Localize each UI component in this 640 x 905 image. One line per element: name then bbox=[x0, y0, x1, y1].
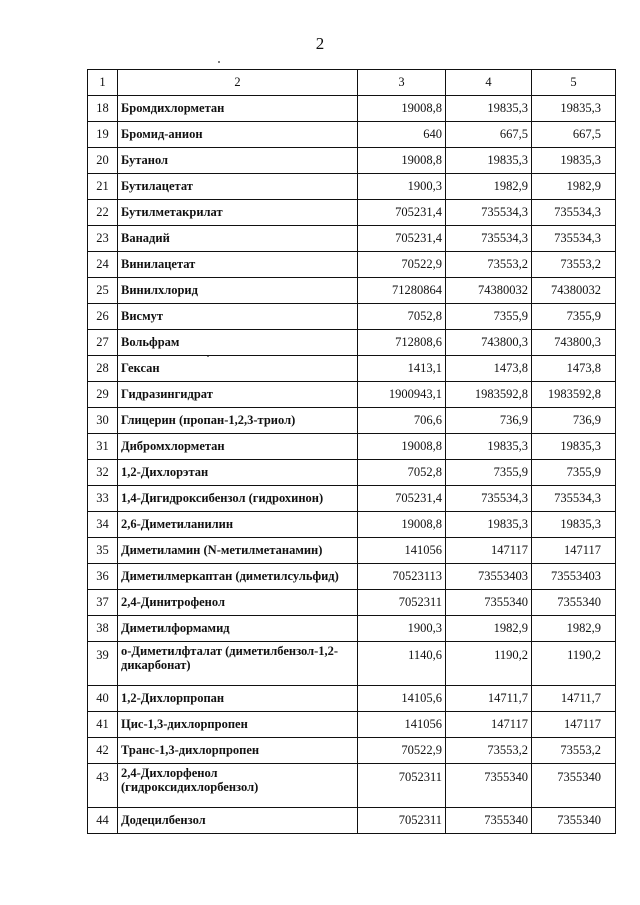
table-row bbox=[88, 686, 616, 712]
value-cell-col3: 7052311 bbox=[358, 808, 446, 834]
value-cell-col4: 7355,9 bbox=[446, 460, 532, 486]
value-cell-col3: 705231,4 bbox=[358, 486, 446, 512]
value-cell-col5: 19835,3 bbox=[532, 148, 616, 174]
value-cell-col5: 7355340 bbox=[532, 590, 616, 616]
value-cell-col3: 141056 bbox=[358, 712, 446, 738]
table-row bbox=[88, 764, 616, 808]
substance-name-cell: о-Диметилфталат (диметилбензол-1,2-дикарбонат) bbox=[118, 642, 358, 686]
table-row bbox=[88, 434, 616, 460]
substance-name-cell: Диметилмеркаптан (диметилсульфид) bbox=[118, 564, 358, 590]
row-number-cell: 25 bbox=[88, 278, 118, 304]
value-cell-col4: 1982,9 bbox=[446, 174, 532, 200]
value-cell-col3: 705231,4 bbox=[358, 226, 446, 252]
table-row bbox=[88, 642, 616, 686]
substance-name-cell: Бромдихлорметан bbox=[118, 96, 358, 122]
table-row bbox=[88, 512, 616, 538]
table-row bbox=[88, 122, 616, 148]
value-cell-col4: 19835,3 bbox=[446, 96, 532, 122]
value-cell-col3: 1413,1 bbox=[358, 356, 446, 382]
value-cell-col4: 7355,9 bbox=[446, 304, 532, 330]
value-cell-col3: 7052,8 bbox=[358, 460, 446, 486]
substance-name-cell: Цис-1,3-дихлорпропен bbox=[118, 712, 358, 738]
value-cell-col3: 14105,6 bbox=[358, 686, 446, 712]
value-cell-col4: 1190,2 bbox=[446, 642, 532, 686]
row-number-cell: 19 bbox=[88, 122, 118, 148]
header-cell: 2 bbox=[118, 70, 358, 96]
row-number-cell: 24 bbox=[88, 252, 118, 278]
row-number-cell: 40 bbox=[88, 686, 118, 712]
header-cell: 5 bbox=[532, 70, 616, 96]
value-cell-col4: 743800,3 bbox=[446, 330, 532, 356]
table-row bbox=[88, 174, 616, 200]
substance-name-cell: 1,2-Дихлорпропан bbox=[118, 686, 358, 712]
table-row bbox=[88, 278, 616, 304]
value-cell-col3: 7052311 bbox=[358, 764, 446, 808]
table-row bbox=[88, 304, 616, 330]
value-cell-col5: 735534,3 bbox=[532, 200, 616, 226]
value-cell-col4: 735534,3 bbox=[446, 200, 532, 226]
row-number-cell: 34 bbox=[88, 512, 118, 538]
substance-name-cell: Винилхлорид bbox=[118, 278, 358, 304]
row-number-cell: 39 bbox=[88, 642, 118, 686]
row-number-cell: 32 bbox=[88, 460, 118, 486]
substance-name-cell: 2,6-Диметиланилин bbox=[118, 512, 358, 538]
substances-table bbox=[87, 69, 616, 834]
value-cell-col5: 1983592,8 bbox=[532, 382, 616, 408]
row-number-cell: 43 bbox=[88, 764, 118, 808]
value-cell-col3: 640 bbox=[358, 122, 446, 148]
value-cell-col4: 1983592,8 bbox=[446, 382, 532, 408]
value-cell-col5: 743800,3 bbox=[532, 330, 616, 356]
value-cell-col5: 74380032 bbox=[532, 278, 616, 304]
value-cell-col4: 735534,3 bbox=[446, 486, 532, 512]
value-cell-col3: 19008,8 bbox=[358, 434, 446, 460]
value-cell-col3: 1900,3 bbox=[358, 616, 446, 642]
value-cell-col5: 19835,3 bbox=[532, 512, 616, 538]
value-cell-col4: 1982,9 bbox=[446, 616, 532, 642]
substance-name-cell: Дибромхлорметан bbox=[118, 434, 358, 460]
value-cell-col3: 1900,3 bbox=[358, 174, 446, 200]
table-row bbox=[88, 460, 616, 486]
value-cell-col4: 74380032 bbox=[446, 278, 532, 304]
value-cell-col5: 736,9 bbox=[532, 408, 616, 434]
substance-name-cell: 2,4-Динитрофенол bbox=[118, 590, 358, 616]
row-number-cell: 26 bbox=[88, 304, 118, 330]
substance-name-cell: Гексан bbox=[118, 356, 358, 382]
value-cell-col5: 147117 bbox=[532, 538, 616, 564]
table-row bbox=[88, 808, 616, 834]
value-cell-col3: 19008,8 bbox=[358, 148, 446, 174]
substance-name-cell: Транс-1,3-дихлорпропен bbox=[118, 738, 358, 764]
value-cell-col5: 147117 bbox=[532, 712, 616, 738]
row-number-cell: 33 bbox=[88, 486, 118, 512]
table-row bbox=[88, 226, 616, 252]
substance-name-cell: Диметилформамид bbox=[118, 616, 358, 642]
value-cell-col4: 1473,8 bbox=[446, 356, 532, 382]
table-row bbox=[88, 408, 616, 434]
value-cell-col4: 147117 bbox=[446, 538, 532, 564]
row-number-cell: 37 bbox=[88, 590, 118, 616]
table-row bbox=[88, 538, 616, 564]
value-cell-col5: 1982,9 bbox=[532, 174, 616, 200]
table-row bbox=[88, 252, 616, 278]
value-cell-col5: 1982,9 bbox=[532, 616, 616, 642]
value-cell-col5: 1190,2 bbox=[532, 642, 616, 686]
header-row bbox=[88, 70, 616, 96]
page-number: 2 bbox=[315, 34, 325, 53]
row-number-cell: 28 bbox=[88, 356, 118, 382]
table-row bbox=[88, 564, 616, 590]
substance-name-cell: 2,4-Дихлорфенол (гидроксидихлорбензол) bbox=[118, 764, 358, 808]
value-cell-col4: 14711,7 bbox=[446, 686, 532, 712]
table-row bbox=[88, 96, 616, 122]
header-cell: 3 bbox=[358, 70, 446, 96]
substance-name-cell: Винилацетат bbox=[118, 252, 358, 278]
row-number-cell: 23 bbox=[88, 226, 118, 252]
scan-speck bbox=[218, 61, 220, 63]
value-cell-col3: 71280864 bbox=[358, 278, 446, 304]
value-cell-col5: 735534,3 bbox=[532, 486, 616, 512]
row-number-cell: 42 bbox=[88, 738, 118, 764]
value-cell-col3: 705231,4 bbox=[358, 200, 446, 226]
value-cell-col3: 1900943,1 bbox=[358, 382, 446, 408]
value-cell-col5: 7355340 bbox=[532, 808, 616, 834]
value-cell-col3: 712808,6 bbox=[358, 330, 446, 356]
value-cell-col3: 19008,8 bbox=[358, 512, 446, 538]
value-cell-col3: 70522,9 bbox=[358, 738, 446, 764]
value-cell-col5: 1473,8 bbox=[532, 356, 616, 382]
row-number-cell: 35 bbox=[88, 538, 118, 564]
value-cell-col5: 73553,2 bbox=[532, 252, 616, 278]
row-number-cell: 30 bbox=[88, 408, 118, 434]
value-cell-col4: 667,5 bbox=[446, 122, 532, 148]
row-number-cell: 31 bbox=[88, 434, 118, 460]
substance-name-cell: Висмут bbox=[118, 304, 358, 330]
value-cell-col4: 73553,2 bbox=[446, 252, 532, 278]
value-cell-col3: 1140,6 bbox=[358, 642, 446, 686]
value-cell-col4: 7355340 bbox=[446, 808, 532, 834]
value-cell-col4: 19835,3 bbox=[446, 148, 532, 174]
table-row bbox=[88, 590, 616, 616]
value-cell-col3: 141056 bbox=[358, 538, 446, 564]
table-row bbox=[88, 200, 616, 226]
row-number-cell: 18 bbox=[88, 96, 118, 122]
table-row bbox=[88, 356, 616, 382]
substance-name-cell: Гидразингидрат bbox=[118, 382, 358, 408]
value-cell-col4: 73553,2 bbox=[446, 738, 532, 764]
value-cell-col5: 735534,3 bbox=[532, 226, 616, 252]
substance-name-cell: 1,4-Дигидроксибензол (гидрохинон) bbox=[118, 486, 358, 512]
value-cell-col5: 667,5 bbox=[532, 122, 616, 148]
value-cell-col5: 19835,3 bbox=[532, 96, 616, 122]
value-cell-col5: 14711,7 bbox=[532, 686, 616, 712]
value-cell-col3: 706,6 bbox=[358, 408, 446, 434]
substance-name-cell: Додецилбензол bbox=[118, 808, 358, 834]
value-cell-col4: 147117 bbox=[446, 712, 532, 738]
row-number-cell: 20 bbox=[88, 148, 118, 174]
table-row bbox=[88, 486, 616, 512]
value-cell-col3: 7052,8 bbox=[358, 304, 446, 330]
table-row bbox=[88, 616, 616, 642]
row-number-cell: 27 bbox=[88, 330, 118, 356]
value-cell-col5: 7355,9 bbox=[532, 460, 616, 486]
value-cell-col3: 70522,9 bbox=[358, 252, 446, 278]
value-cell-col4: 19835,3 bbox=[446, 434, 532, 460]
value-cell-col3: 70523113 bbox=[358, 564, 446, 590]
value-cell-col4: 7355340 bbox=[446, 764, 532, 808]
value-cell-col5: 19835,3 bbox=[532, 434, 616, 460]
header-cell: 4 bbox=[446, 70, 532, 96]
value-cell-col4: 7355340 bbox=[446, 590, 532, 616]
substance-name-cell: Бромид-анион bbox=[118, 122, 358, 148]
header-cell: 1 bbox=[88, 70, 118, 96]
row-number-cell: 29 bbox=[88, 382, 118, 408]
value-cell-col3: 7052311 bbox=[358, 590, 446, 616]
value-cell-col5: 73553,2 bbox=[532, 738, 616, 764]
value-cell-col5: 73553403 bbox=[532, 564, 616, 590]
value-cell-col5: 7355,9 bbox=[532, 304, 616, 330]
row-number-cell: 38 bbox=[88, 616, 118, 642]
substance-name-cell: Вольфрам bbox=[118, 330, 358, 356]
row-number-cell: 22 bbox=[88, 200, 118, 226]
table-row bbox=[88, 382, 616, 408]
value-cell-col3: 19008,8 bbox=[358, 96, 446, 122]
row-number-cell: 36 bbox=[88, 564, 118, 590]
value-cell-col4: 735534,3 bbox=[446, 226, 532, 252]
table-row bbox=[88, 330, 616, 356]
substance-name-cell: Бутанол bbox=[118, 148, 358, 174]
table-row bbox=[88, 738, 616, 764]
row-number-cell: 21 bbox=[88, 174, 118, 200]
row-number-cell: 41 bbox=[88, 712, 118, 738]
value-cell-col4: 73553403 bbox=[446, 564, 532, 590]
substance-name-cell: Ванадий bbox=[118, 226, 358, 252]
substance-name-cell: Бутилацетат bbox=[118, 174, 358, 200]
row-number-cell: 44 bbox=[88, 808, 118, 834]
substance-name-cell: Глицерин (пропан-1,2,3-триол) bbox=[118, 408, 358, 434]
table-row bbox=[88, 148, 616, 174]
value-cell-col5: 7355340 bbox=[532, 764, 616, 808]
table-row bbox=[88, 712, 616, 738]
substance-name-cell: 1,2-Дихлорэтан bbox=[118, 460, 358, 486]
value-cell-col4: 736,9 bbox=[446, 408, 532, 434]
substance-name-cell: Бутилметакрилат bbox=[118, 200, 358, 226]
value-cell-col4: 19835,3 bbox=[446, 512, 532, 538]
substance-name-cell: Диметиламин (N-метилметанамин) bbox=[118, 538, 358, 564]
